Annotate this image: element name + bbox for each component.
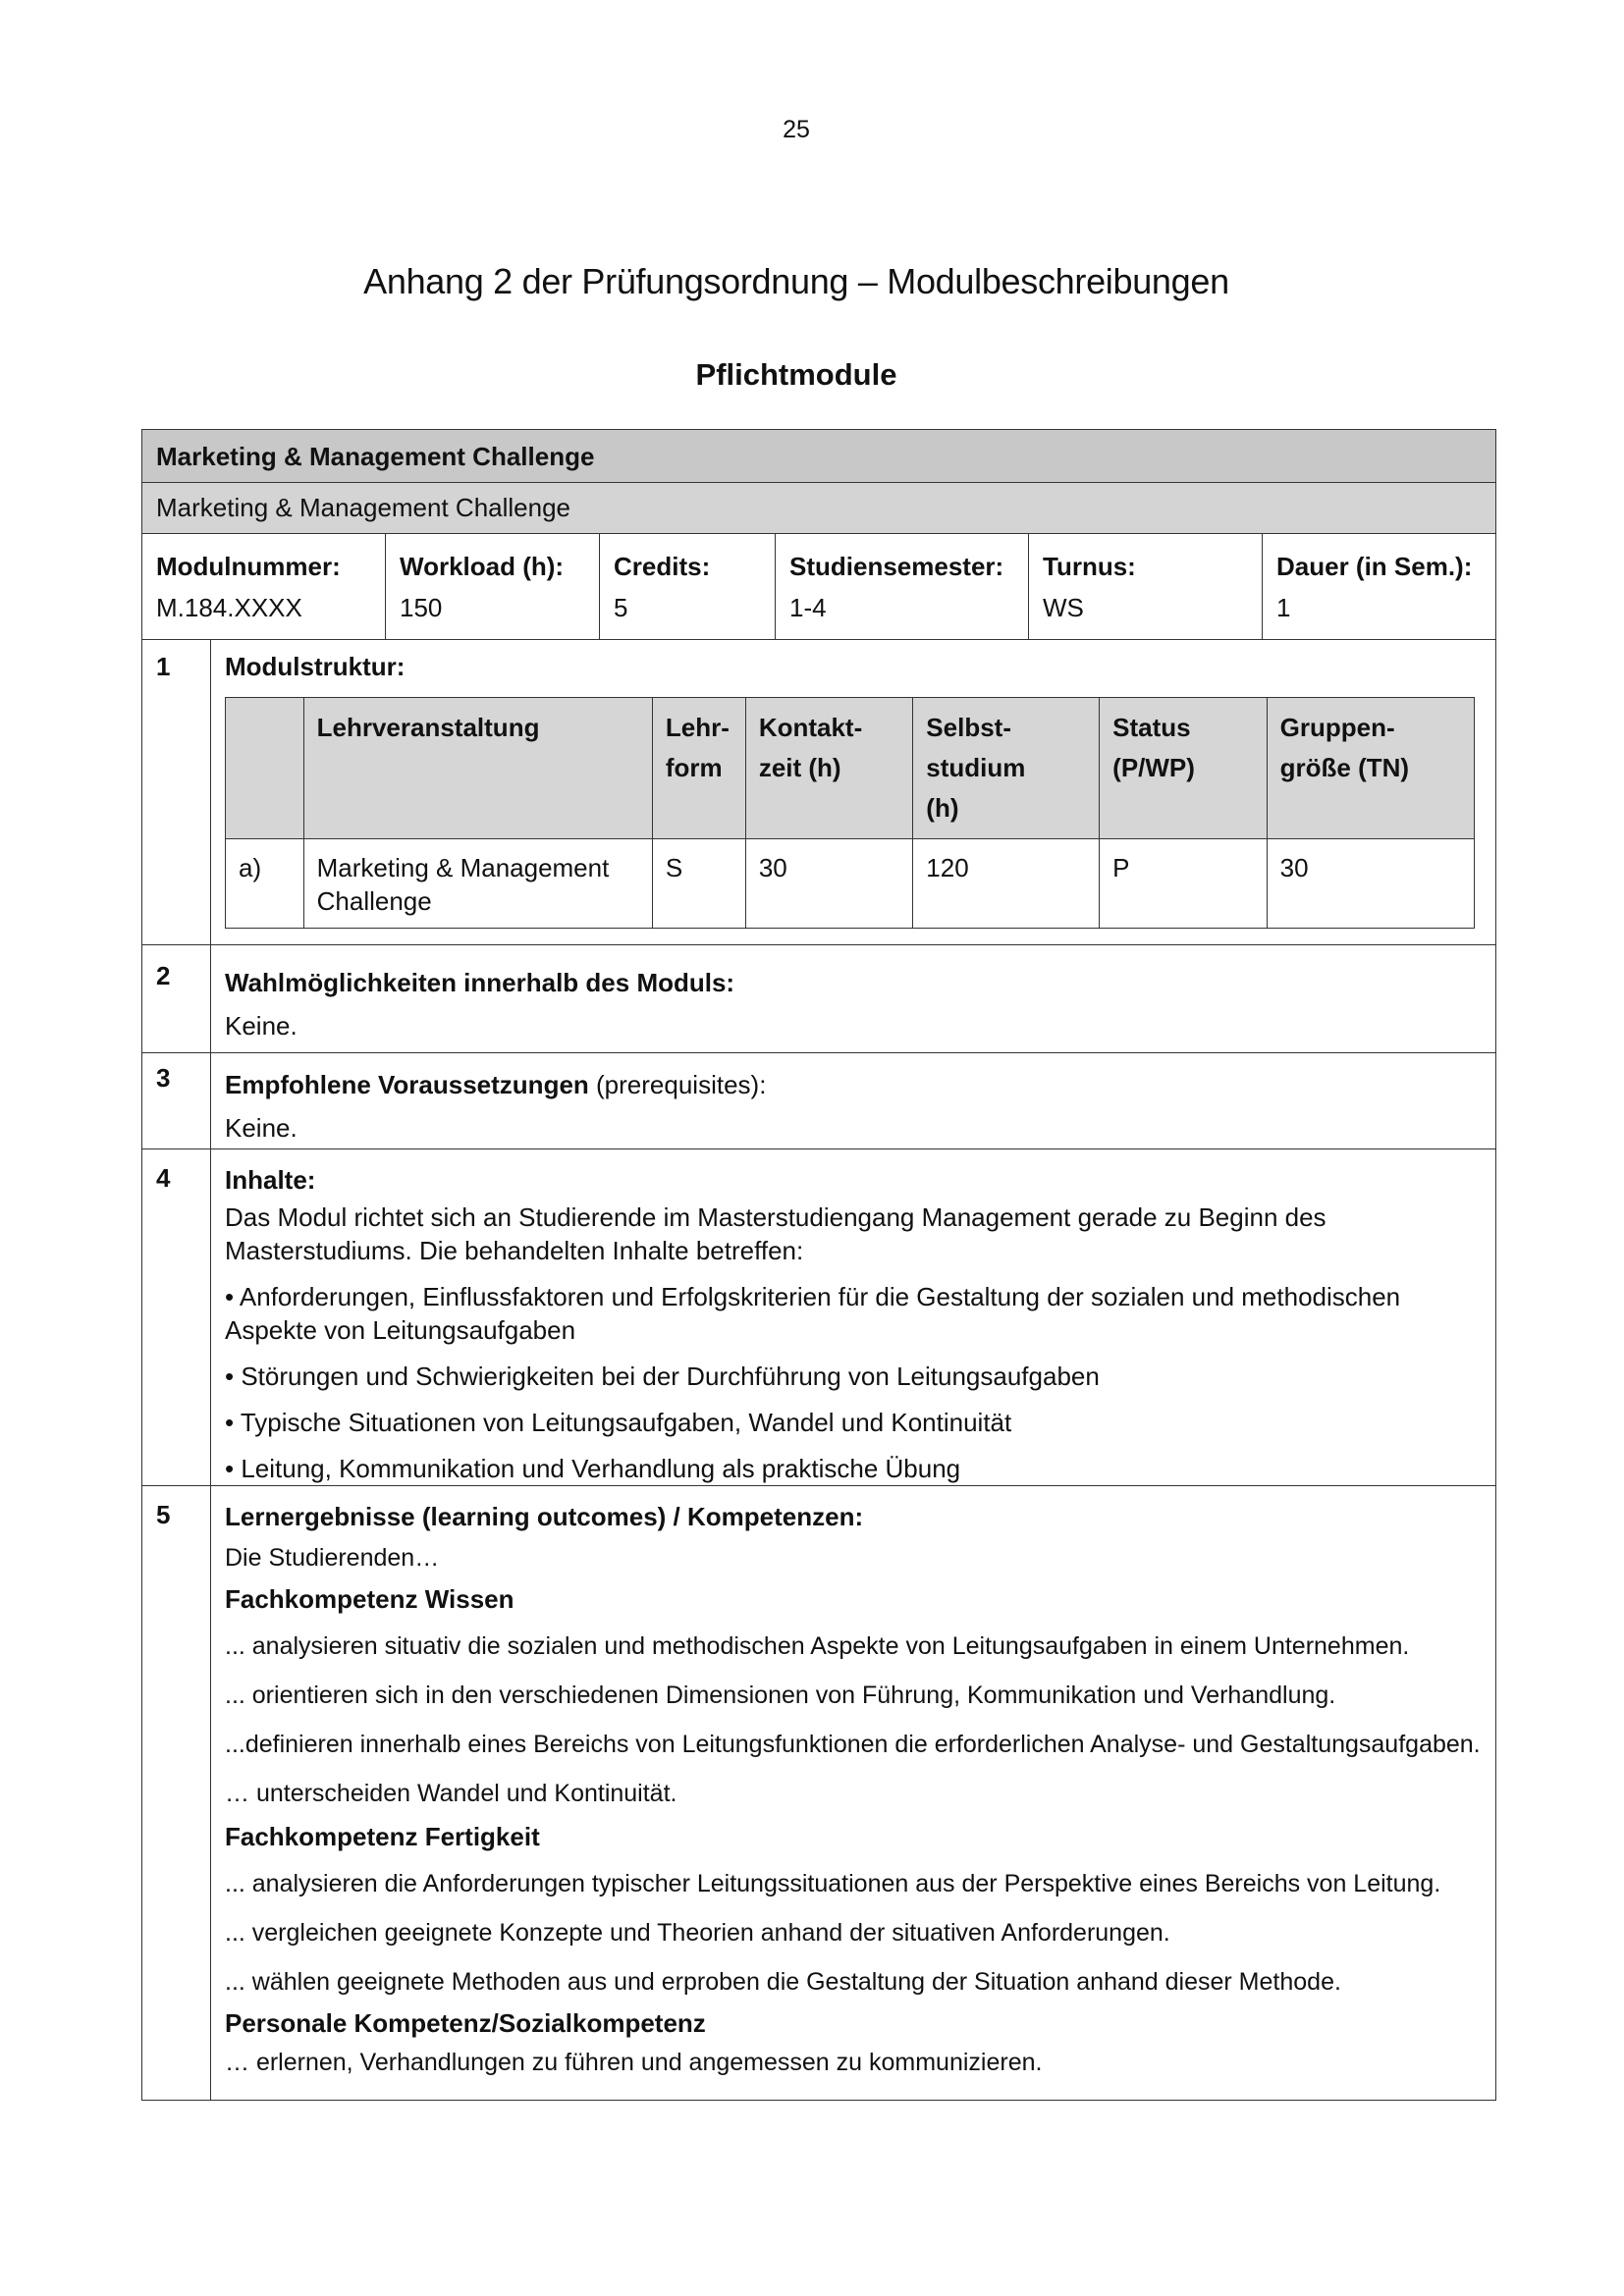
table-cell: 30 <box>1267 839 1474 929</box>
table-cell: 120 <box>913 839 1100 929</box>
subheading-fertigkeit: Fachkompetenz Fertigkeit <box>225 1822 540 1851</box>
module-table <box>141 429 1496 2101</box>
list-item: ... orientieren sich in den verschiedenen Dimensionen von Führung, Kommunikation und Verhandlung. <box>225 1682 1336 1709</box>
section-title: Pflichtmodule <box>695 357 897 392</box>
section-wahlmoeglichkeiten <box>142 945 1495 1053</box>
col-header: Gruppen- größe (TN) <box>1267 698 1474 839</box>
col-header: Lehrveranstaltung <box>303 698 652 839</box>
fact-dauer: Dauer (in Sem.): 1 <box>1276 552 1473 622</box>
section-number: 3 <box>142 1053 211 1148</box>
col-header: Lehr- form <box>652 698 745 839</box>
structure-table <box>225 697 1475 929</box>
fact-turnus: Turnus: WS <box>1029 534 1263 639</box>
table-cell: S <box>652 839 745 929</box>
section-text: Keine. <box>225 1113 298 1143</box>
section-lernergebnisse <box>142 1486 1495 2100</box>
section-voraussetzungen <box>142 1053 1495 1149</box>
table-cell: P <box>1100 839 1267 929</box>
section-heading: Inhalte: <box>225 1165 316 1195</box>
section-heading: Modulstruktur: <box>225 652 406 681</box>
subheading-wissen: Fachkompetenz Wissen <box>225 1584 514 1614</box>
section-text: Das Modul richtet sich an Studierende im Masterstudiengang Management gerade zu Beginn des Masterstudiums. Die behandelten Inhalte betreffen: <box>225 1202 1326 1265</box>
subheading-personal: Personale Kompetenz/Sozialkompetenz <box>225 2008 706 2038</box>
module-name-header: Marketing & Management Challenge <box>142 430 1495 483</box>
section-heading: Lernergebnisse (learning outcomes) / Kompetenzen: <box>225 1502 864 1531</box>
section-text: Die Studierenden… <box>225 1544 440 1572</box>
list-item: … erlernen, Verhandlungen zu führen und angemessen zu kommunizieren. <box>225 2049 1043 2076</box>
module-name-subheader: Marketing & Management Challenge <box>142 483 1495 534</box>
section-heading-suffix: (prerequisites): <box>588 1070 767 1099</box>
fact-studiensemester: Studiensemester: 1-4 <box>776 534 1029 639</box>
fact-credits: Credits: 5 <box>600 534 776 639</box>
fact-modulnummer: Modulnummer: M.184.XXXX <box>142 534 386 639</box>
table-cell: a) <box>226 839 304 929</box>
list-item: ... wählen geeignete Methoden aus und erproben die Gestaltung der Situation anhand dieser Methode. <box>225 1968 1341 1996</box>
fact-workload: Workload (h): 150 <box>386 534 600 639</box>
page-number: 25 <box>783 116 810 143</box>
list-item: ... analysieren situativ die sozialen und methodischen Aspekte von Leitungsaufgaben in einem Unternehmen. <box>225 1632 1410 1660</box>
section-modulstruktur <box>142 640 1495 945</box>
structure-header-row <box>226 698 1475 839</box>
section-heading: Empfohlene Voraussetzungen <box>225 1070 589 1099</box>
section-number: 1 <box>142 640 211 944</box>
table-cell: Marketing & Management Challenge <box>303 839 652 929</box>
table-cell: 30 <box>745 839 912 929</box>
list-item: … unterscheiden Wandel und Kontinuität. <box>225 1780 677 1807</box>
section-heading: Wahlmöglichkeiten innerhalb des Moduls: <box>225 968 735 997</box>
col-header: Kontakt- zeit (h) <box>745 698 912 839</box>
module-facts-row <box>142 534 1495 640</box>
col-header: Selbst- studium (h) <box>913 698 1100 839</box>
section-text: Keine. <box>225 1011 298 1041</box>
page-title: Anhang 2 der Prüfungsordnung – Modulbeschreibungen <box>363 261 1229 301</box>
section-number: 4 <box>142 1149 211 1485</box>
list-item: • Störungen und Schwierigkeiten bei der Durchführung von Leitungsaufgaben <box>225 1362 1100 1391</box>
list-item: • Leitung, Kommunikation und Verhandlung als praktische Übung <box>225 1454 961 1483</box>
col-header: Status (P/WP) <box>1100 698 1267 839</box>
section-number: 5 <box>142 1486 211 2100</box>
table-row <box>226 839 1475 929</box>
section-inhalte <box>142 1149 1495 1486</box>
list-item: ... vergleichen geeignete Konzepte und Theorien anhand der situativen Anforderungen. <box>225 1919 1170 1947</box>
list-item: • Typische Situationen von Leitungsaufgaben, Wandel und Kontinuität <box>225 1408 1012 1437</box>
list-item: ... analysieren die Anforderungen typischer Leitungssituationen aus der Perspektive eines Bereichs von Leitung. <box>225 1870 1441 1897</box>
section-number: 2 <box>142 945 211 1052</box>
col-header <box>226 698 304 839</box>
list-item: ...definieren innerhalb eines Bereichs von Leitungsfunktionen die erforderlichen Analyse- und Gestaltungsaufgaben. <box>225 1731 1481 1758</box>
list-item: • Anforderungen, Einflussfaktoren und Erfolgskriterien für die Gestaltung der sozialen und methodischen Aspekte von Leitungsaufgaben <box>225 1282 1401 1345</box>
